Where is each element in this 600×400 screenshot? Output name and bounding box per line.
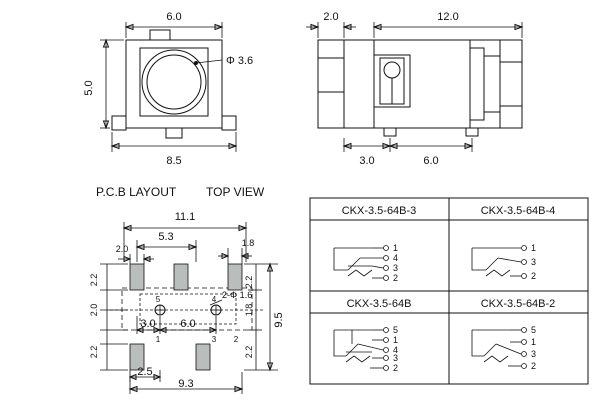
schematic-title-2: CKX-3.5-64B-4	[480, 205, 556, 217]
pcb-left-dim-2-0: 2.0	[89, 303, 99, 317]
front-width-bottom: 8.5	[166, 155, 182, 167]
schematic-title-1: CKX-3.5-64B-3	[341, 205, 417, 217]
side-view	[306, 22, 522, 152]
cell1-pin-4: 4	[393, 253, 399, 263]
cell4-pin-1: 1	[531, 337, 537, 347]
pcb-hole-note: 2-Φ 1.6	[222, 290, 253, 300]
front-view	[100, 22, 236, 152]
schematic-title-3: CKX-3.5-64B	[346, 298, 412, 310]
pcb-pin-1: 1	[155, 335, 161, 344]
schematic-title-4: CKX-3.5-64B-2	[480, 298, 556, 310]
cell3-pin-5: 5	[393, 325, 399, 335]
cell3-pin-3: 3	[393, 353, 399, 363]
pcb-pin-3: 3	[211, 335, 217, 344]
pcb-dim-6-0: 6.0	[180, 318, 196, 330]
cell1-pin-2: 2	[393, 273, 399, 283]
hole-diameter-label: Φ 3.6	[226, 55, 254, 67]
pcb-dim-1-8: 1.8	[241, 238, 255, 248]
cell4-pin-3: 3	[531, 349, 537, 359]
pcb-right-dim-2-2-a: 2.2	[244, 275, 254, 289]
pcb-pin-5: 5	[155, 295, 161, 304]
front-height-left: 5.0	[83, 80, 95, 96]
schematic-table	[310, 198, 588, 384]
side-total-dim: 12.0	[437, 11, 459, 23]
cell2-pin-1: 1	[531, 243, 537, 253]
side-left-dim: 2.0	[323, 11, 339, 23]
cell1-pin-3: 3	[393, 263, 399, 273]
pcb-dim-3-0: 3.0	[140, 318, 156, 330]
pcb-left-dim-2-2-a: 2.2	[89, 273, 99, 287]
pcb-left-dim-2-2-b: 2.2	[89, 345, 99, 359]
pcb-dim-9-3: 9.3	[178, 378, 194, 390]
pcb-pin-2: 2	[233, 335, 239, 344]
pcb-right-dim-2-2-b: 2.2	[244, 345, 254, 359]
cell2-pin-3: 3	[531, 257, 537, 267]
pcb-right-dim-1-8: 1.8	[244, 303, 254, 317]
caption-top-view: TOP VIEW	[206, 185, 265, 199]
cell4-pin-5: 5	[531, 325, 537, 335]
pcb-overall-width: 11.1	[174, 211, 196, 223]
pcb-dim-2-5: 2.5	[137, 366, 153, 378]
pcb-dim-9-5: 9.5	[273, 312, 285, 328]
pcb-dim-5-3: 5.3	[158, 231, 174, 243]
caption-pcb-layout: P.C.B LAYOUT	[96, 185, 177, 199]
front-width-top: 6.0	[166, 11, 182, 23]
pcb-dim-2-0: 2.0	[115, 244, 129, 254]
pcb-pin-4: 4	[211, 295, 217, 304]
cell1-pin-1: 1	[393, 243, 399, 253]
cell3-pin-4: 4	[393, 345, 399, 355]
cell2-pin-2: 2	[531, 271, 537, 281]
side-bottom-right-dim: 6.0	[423, 155, 439, 167]
side-bottom-left-dim: 3.0	[359, 155, 375, 167]
cell3-pin-2: 2	[393, 363, 399, 373]
cell4-pin-2: 2	[531, 361, 537, 371]
cell3-pin-1: 1	[393, 335, 399, 345]
